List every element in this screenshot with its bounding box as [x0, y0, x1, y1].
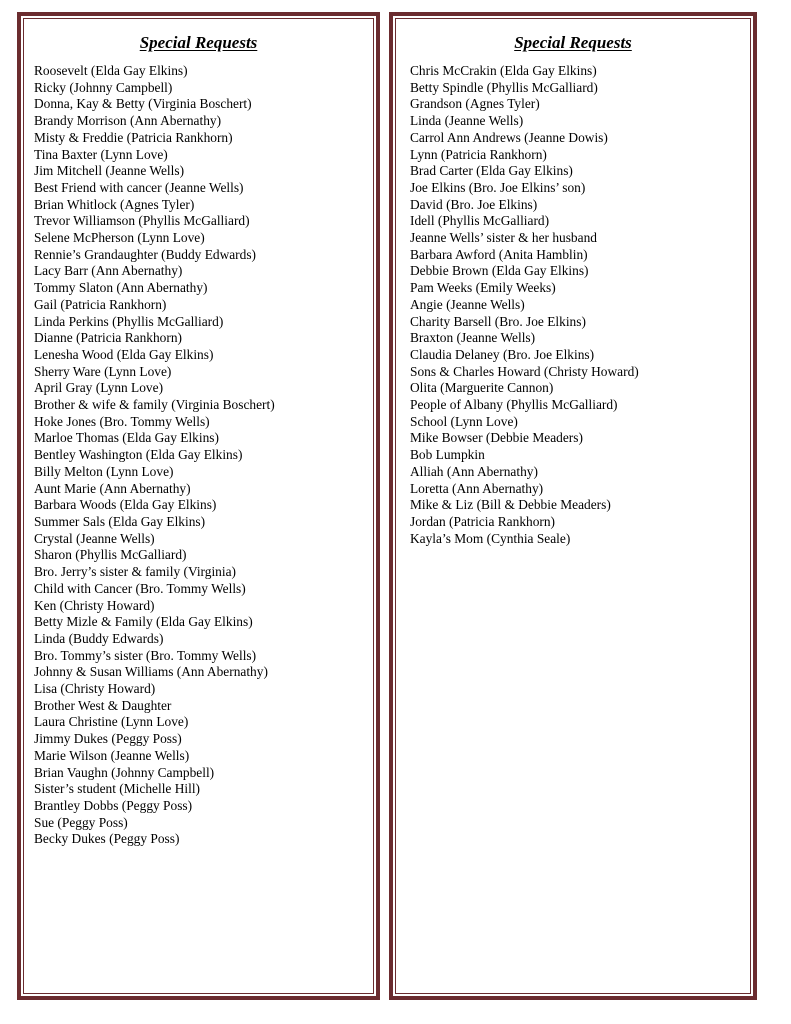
request-item: Mike & Liz (Bill & Debbie Meaders)	[410, 497, 611, 513]
request-item: Brantley Dobbs (Peggy Poss)	[34, 797, 193, 813]
request-item: Brother West & Daughter	[34, 697, 172, 713]
request-item: Bentley Washington (Elda Gay Elkins)	[34, 447, 243, 463]
request-item: Best Friend with cancer (Jeanne Wells)	[34, 179, 244, 195]
request-item: Carrol Ann Andrews (Jeanne Dowis)	[410, 129, 608, 145]
request-item: Sons & Charles Howard (Christy Howard)	[410, 363, 639, 379]
request-item: Lenesha Wood (Elda Gay Elkins)	[34, 346, 214, 362]
request-item: Betty Spindle (Phyllis McGalliard)	[410, 79, 598, 95]
request-item: David (Bro. Joe Elkins)	[410, 196, 538, 212]
request-item: School (Lynn Love)	[410, 413, 518, 429]
request-item: Hoke Jones (Bro. Tommy Wells)	[34, 413, 210, 429]
request-item: Jim Mitchell (Jeanne Wells)	[34, 163, 185, 179]
request-item: Olita (Marguerite Cannon)	[410, 380, 554, 396]
request-item: People of Albany (Phyllis McGalliard)	[410, 397, 618, 413]
right-request-list	[410, 63, 639, 547]
request-item: Lynn (Patricia Rankhorn)	[410, 146, 547, 162]
request-item: Barbara Awford (Anita Hamblin)	[410, 246, 588, 262]
left-request-list	[34, 63, 275, 848]
request-item: Bob Lumpkin	[410, 447, 485, 463]
request-item: Mike Bowser (Debbie Meaders)	[410, 430, 583, 446]
request-item: Johnny & Susan Williams (Ann Abernathy)	[34, 664, 268, 680]
request-item: Chris McCrakin (Elda Gay Elkins)	[410, 63, 597, 78]
request-item: Sue (Peggy Poss)	[34, 814, 128, 830]
request-item: Rennie’s Grandaughter (Buddy Edwards)	[34, 246, 257, 262]
request-item: Sharon (Phyllis McGalliard)	[34, 547, 187, 563]
request-item: Claudia Delaney (Bro. Joe Elkins)	[410, 346, 595, 362]
request-item: Jimmy Dukes (Peggy Poss)	[34, 731, 182, 747]
left-panel-heading: Special Requests	[139, 33, 258, 52]
request-item: Bro. Tommy’s sister (Bro. Tommy Wells)	[34, 647, 257, 663]
request-item: Sister’s student (Michelle Hill)	[34, 781, 200, 797]
request-item: Child with Cancer (Bro. Tommy Wells)	[34, 580, 246, 596]
request-item: Sherry Ware (Lynn Love)	[34, 363, 172, 379]
request-item: Betty Mizle & Family (Elda Gay Elkins)	[34, 614, 253, 630]
left-requests-panel	[17, 12, 380, 1000]
request-item: Marie Wilson (Jeanne Wells)	[34, 747, 190, 763]
request-item: Dianne (Patricia Rankhorn)	[34, 330, 182, 346]
request-item: Barbara Woods (Elda Gay Elkins)	[34, 497, 217, 513]
request-item: Charity Barsell (Bro. Joe Elkins)	[410, 313, 586, 329]
request-item: Idell (Phyllis McGalliard)	[410, 213, 550, 229]
request-item: Brad Carter (Elda Gay Elkins)	[410, 163, 573, 179]
request-item: Donna, Kay & Betty (Virginia Boschert)	[34, 96, 252, 112]
request-item: Bro. Jerry’s sister & family (Virginia)	[34, 564, 237, 580]
request-item: Kayla’s Mom (Cynthia Seale)	[410, 530, 571, 546]
request-item: Linda Perkins (Phyllis McGalliard)	[34, 313, 224, 329]
request-item: Pam Weeks (Emily Weeks)	[410, 280, 556, 296]
request-item: Brian Whitlock (Agnes Tyler)	[34, 196, 195, 212]
request-item: Angie (Jeanne Wells)	[410, 296, 525, 312]
request-item: Linda (Buddy Edwards)	[34, 630, 164, 646]
request-item: Lacy Barr (Ann Abernathy)	[34, 263, 183, 279]
request-item: Jordan (Patricia Rankhorn)	[410, 513, 556, 529]
request-item: Debbie Brown (Elda Gay Elkins)	[410, 263, 589, 279]
request-item: Crystal (Jeanne Wells)	[34, 530, 155, 546]
request-item: Gail (Patricia Rankhorn)	[34, 296, 167, 312]
request-item: Marloe Thomas (Elda Gay Elkins)	[34, 430, 219, 446]
request-item: Tina Baxter (Lynn Love)	[34, 146, 168, 162]
request-item: Brandy Morrison (Ann Abernathy)	[34, 113, 222, 129]
request-item: April Gray (Lynn Love)	[34, 380, 164, 396]
request-item: Braxton (Jeanne Wells)	[410, 330, 536, 346]
request-item: Tommy Slaton (Ann Abernathy)	[34, 280, 208, 296]
request-item: Billy Melton (Lynn Love)	[34, 463, 174, 479]
request-item: Roosevelt (Elda Gay Elkins)	[34, 63, 188, 78]
request-item: Brian Vaughn (Johnny Campbell)	[34, 764, 215, 780]
request-item: Trevor Williamson (Phyllis McGalliard)	[34, 213, 250, 229]
request-item: Grandson (Agnes Tyler)	[410, 96, 540, 112]
request-item: Brother & wife & family (Virginia Boschert)	[34, 397, 275, 413]
request-item: Misty & Freddie (Patricia Rankhorn)	[34, 129, 233, 145]
right-requests-panel	[389, 12, 757, 1000]
request-item: Summer Sals (Elda Gay Elkins)	[34, 513, 206, 529]
request-item: Linda (Jeanne Wells)	[410, 113, 524, 129]
request-item: Joe Elkins (Bro. Joe Elkins’ son)	[410, 179, 586, 195]
request-item: Jeanne Wells’ sister & her husband	[410, 230, 597, 246]
request-item: Lisa (Christy Howard)	[34, 681, 156, 697]
request-item: Laura Christine (Lynn Love)	[34, 714, 189, 730]
request-item: Aunt Marie (Ann Abernathy)	[34, 480, 191, 496]
request-item: Becky Dukes (Peggy Poss)	[34, 831, 180, 847]
request-item: Selene McPherson (Lynn Love)	[34, 230, 205, 246]
request-item: Ken (Christy Howard)	[34, 597, 155, 613]
request-item: Ricky (Johnny Campbell)	[34, 79, 173, 95]
right-panel-heading: Special Requests	[514, 33, 632, 52]
request-item: Alliah (Ann Abernathy)	[410, 463, 538, 479]
request-item: Loretta (Ann Abernathy)	[410, 480, 544, 496]
